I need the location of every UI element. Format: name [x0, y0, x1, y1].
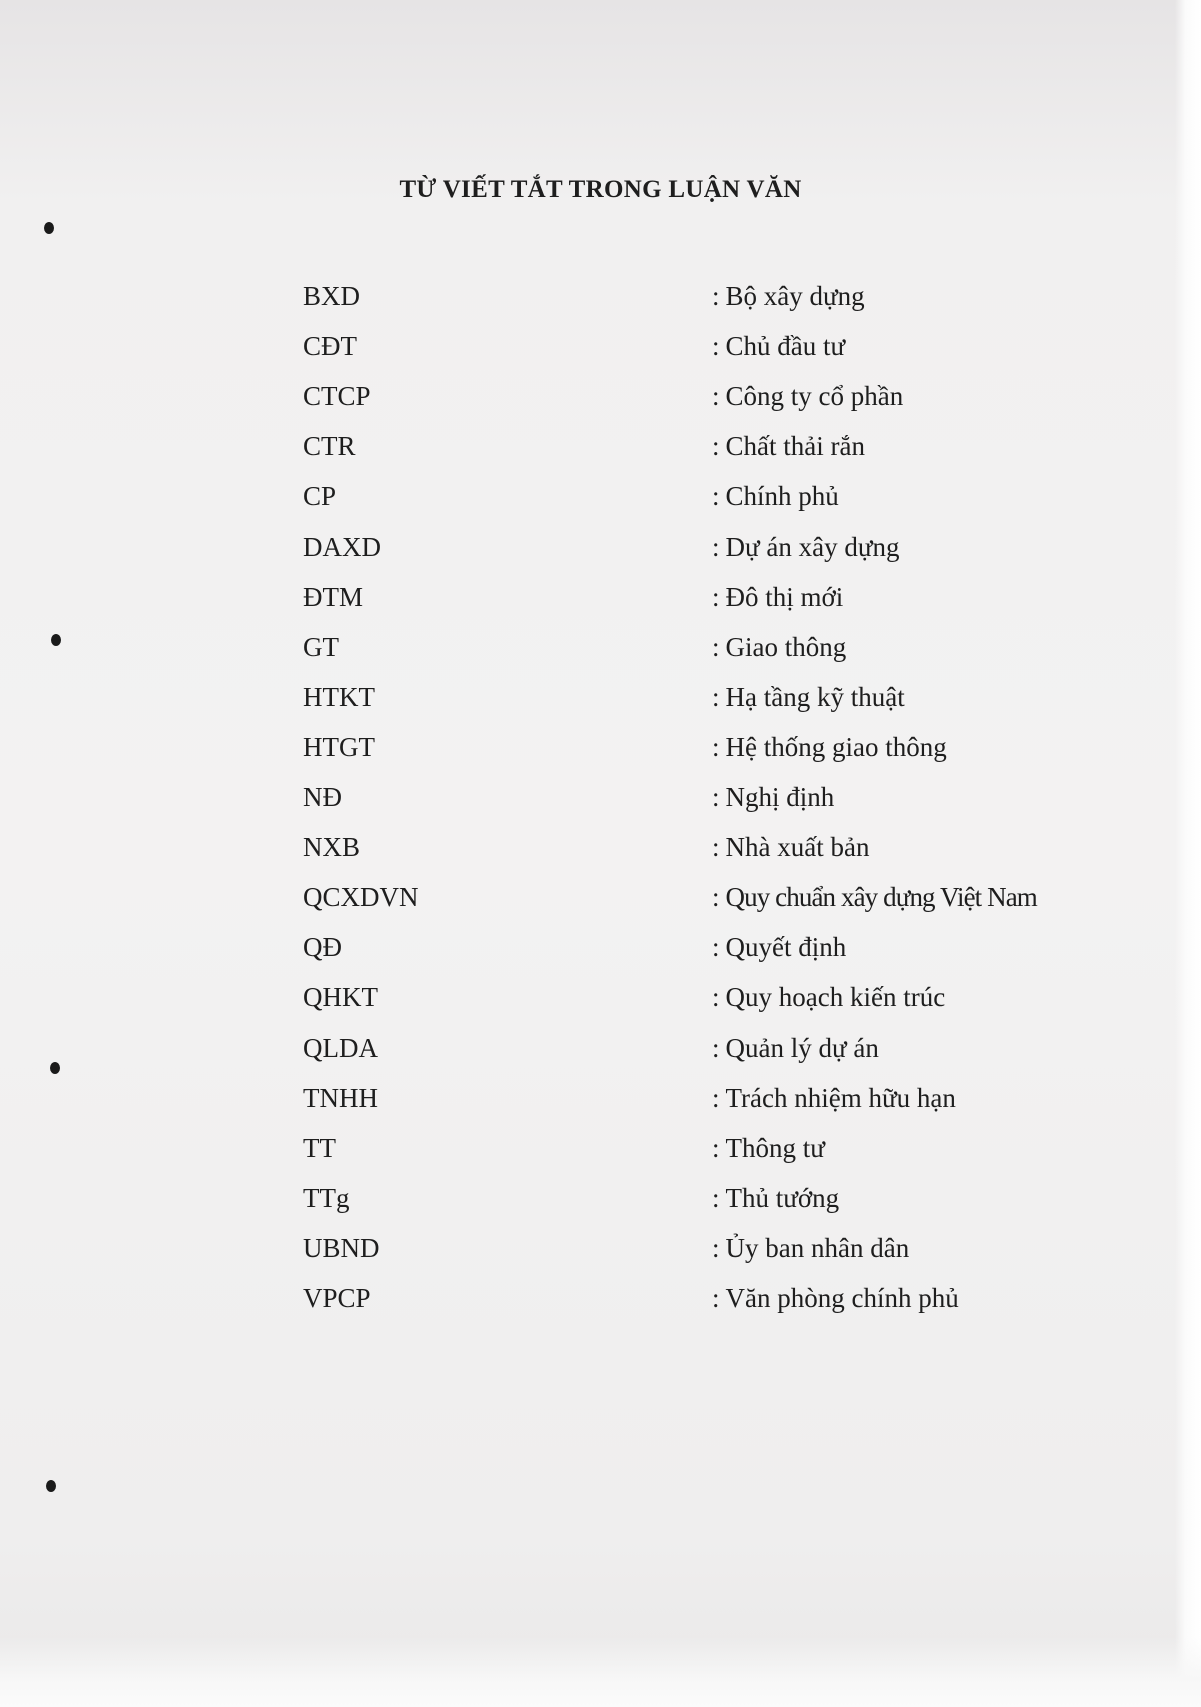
- separator-colon: :: [712, 782, 720, 812]
- abbreviation-term: CP: [303, 481, 337, 511]
- abbreviation-row: [0, 1023, 1201, 1073]
- meaning-text: Quyết định: [725, 932, 847, 962]
- meaning-text: Chính phủ: [725, 481, 839, 511]
- abbreviation-meaning: [712, 421, 865, 471]
- abbreviation-term: QLDA: [303, 1033, 378, 1063]
- separator-colon: :: [712, 481, 720, 511]
- separator-colon: :: [712, 932, 720, 962]
- separator-colon: :: [712, 331, 720, 361]
- abbreviation-term: CTCP: [303, 381, 371, 411]
- abbreviation-term: QCXDVN: [303, 882, 419, 912]
- separator-colon: :: [712, 1183, 720, 1213]
- abbreviation-row: [0, 672, 1201, 722]
- separator-colon: :: [712, 832, 720, 862]
- abbreviation-row: [0, 972, 1201, 1022]
- separator-colon: :: [712, 1033, 720, 1063]
- abbreviation-term: BXD: [303, 281, 361, 311]
- abbreviation-meaning: [712, 872, 1037, 922]
- abbreviation-row: [0, 1123, 1201, 1173]
- separator-colon: :: [712, 1233, 720, 1263]
- meaning-text: Quy hoạch kiến trúc: [725, 982, 946, 1012]
- abbreviation-term: TNHH: [303, 1083, 378, 1113]
- abbreviation-row: [0, 321, 1201, 371]
- abbreviation-row: [0, 271, 1201, 321]
- abbreviation-term: HTKT: [303, 682, 375, 712]
- meaning-text: Hạ tầng kỹ thuật: [725, 682, 905, 712]
- abbreviation-meaning: [712, 321, 845, 371]
- meaning-text: Chất thải rắn: [725, 431, 865, 461]
- separator-colon: :: [712, 532, 720, 562]
- abbreviation-term: QHKT: [303, 982, 378, 1012]
- abbreviation-row: [0, 922, 1201, 972]
- abbreviation-term: CTR: [303, 431, 356, 461]
- abbreviation-meaning: [712, 972, 945, 1022]
- abbreviation-row: [0, 822, 1201, 872]
- meaning-text: Thông tư: [725, 1133, 825, 1163]
- scan-edge-bottom: [0, 1637, 1201, 1707]
- meaning-text: Giao thông: [725, 632, 847, 662]
- abbreviation-term: NXB: [303, 832, 361, 862]
- abbreviation-row: [0, 572, 1201, 622]
- abbreviation-row: [0, 1223, 1201, 1273]
- abbreviation-term: QĐ: [303, 932, 342, 962]
- separator-colon: :: [712, 281, 720, 311]
- abbreviation-term: TT: [303, 1133, 336, 1163]
- abbreviation-term: GT: [303, 632, 339, 662]
- meaning-text: Nghị định: [725, 782, 835, 812]
- separator-colon: :: [712, 381, 720, 411]
- meaning-text: Nhà xuất bản: [725, 832, 870, 862]
- meaning-text: Dự án xây dựng: [725, 532, 900, 562]
- abbreviation-row: [0, 522, 1201, 572]
- separator-colon: :: [712, 1083, 720, 1113]
- abbreviation-row: [0, 1173, 1201, 1223]
- separator-colon: :: [712, 431, 720, 461]
- separator-colon: :: [712, 632, 720, 662]
- meaning-text: Ủy ban nhân dân: [725, 1233, 910, 1263]
- abbreviation-meaning: [712, 1023, 879, 1073]
- separator-colon: :: [712, 1283, 720, 1313]
- meaning-text: Hệ thống giao thông: [725, 732, 947, 762]
- abbreviation-meaning: [712, 271, 865, 321]
- abbreviation-row: [0, 622, 1201, 672]
- meaning-text: Bộ xây dựng: [725, 281, 865, 311]
- abbreviation-row: [0, 371, 1201, 421]
- punch-hole-mark: [46, 1480, 56, 1492]
- abbreviation-row: [0, 722, 1201, 772]
- page-title: TỪ VIẾT TẮT TRONG LUẬN VĂN: [399, 176, 802, 203]
- abbreviation-row: [0, 421, 1201, 471]
- abbreviation-meaning: [712, 572, 843, 622]
- separator-colon: :: [712, 1133, 720, 1163]
- abbreviation-term: ĐTM: [303, 582, 363, 612]
- abbreviation-row: [0, 872, 1201, 922]
- abbreviation-row: [0, 772, 1201, 822]
- punch-hole-mark: [44, 222, 54, 234]
- separator-colon: :: [712, 582, 720, 612]
- meaning-text: Quy chuẩn xây dựng Việt Nam: [725, 882, 1037, 912]
- abbreviation-term: UBND: [303, 1233, 380, 1263]
- abbreviation-meaning: [712, 1073, 956, 1123]
- meaning-text: Quản lý dự án: [725, 1033, 879, 1063]
- abbreviation-term: HTGT: [303, 732, 375, 762]
- abbreviation-meaning: [712, 471, 839, 521]
- separator-colon: :: [712, 732, 720, 762]
- abbreviation-meaning: [712, 622, 846, 672]
- meaning-text: Chủ đầu tư: [725, 331, 846, 361]
- abbreviation-meaning: [712, 1123, 825, 1173]
- abbreviation-meaning: [712, 722, 947, 772]
- abbreviation-term: TTg: [303, 1183, 350, 1213]
- separator-colon: :: [712, 982, 720, 1012]
- abbreviation-meaning: [712, 772, 834, 822]
- abbreviation-row: [0, 471, 1201, 521]
- abbreviation-meaning: [712, 822, 869, 872]
- abbreviation-meaning: [712, 922, 846, 972]
- meaning-text: Đô thị mới: [725, 582, 844, 612]
- meaning-text: Thủ tướng: [725, 1183, 840, 1213]
- abbreviation-row: [0, 1273, 1201, 1323]
- abbreviation-row: [0, 1073, 1201, 1123]
- abbreviation-term: DAXD: [303, 532, 381, 562]
- separator-colon: :: [712, 882, 720, 912]
- abbreviation-meaning: [712, 1273, 959, 1323]
- meaning-text: Công ty cổ phần: [725, 381, 904, 411]
- meaning-text: Trách nhiệm hữu hạn: [725, 1083, 956, 1113]
- abbreviation-meaning: [712, 371, 903, 421]
- abbreviation-term: CĐT: [303, 331, 357, 361]
- abbreviation-meaning: [712, 1223, 909, 1273]
- abbreviation-meaning: [712, 672, 905, 722]
- abbreviation-meaning: [712, 1173, 839, 1223]
- abbreviation-term: NĐ: [303, 782, 342, 812]
- abbreviation-meaning: [712, 522, 900, 572]
- abbreviation-term: VPCP: [303, 1283, 371, 1313]
- separator-colon: :: [712, 682, 720, 712]
- meaning-text: Văn phòng chính phủ: [725, 1283, 959, 1313]
